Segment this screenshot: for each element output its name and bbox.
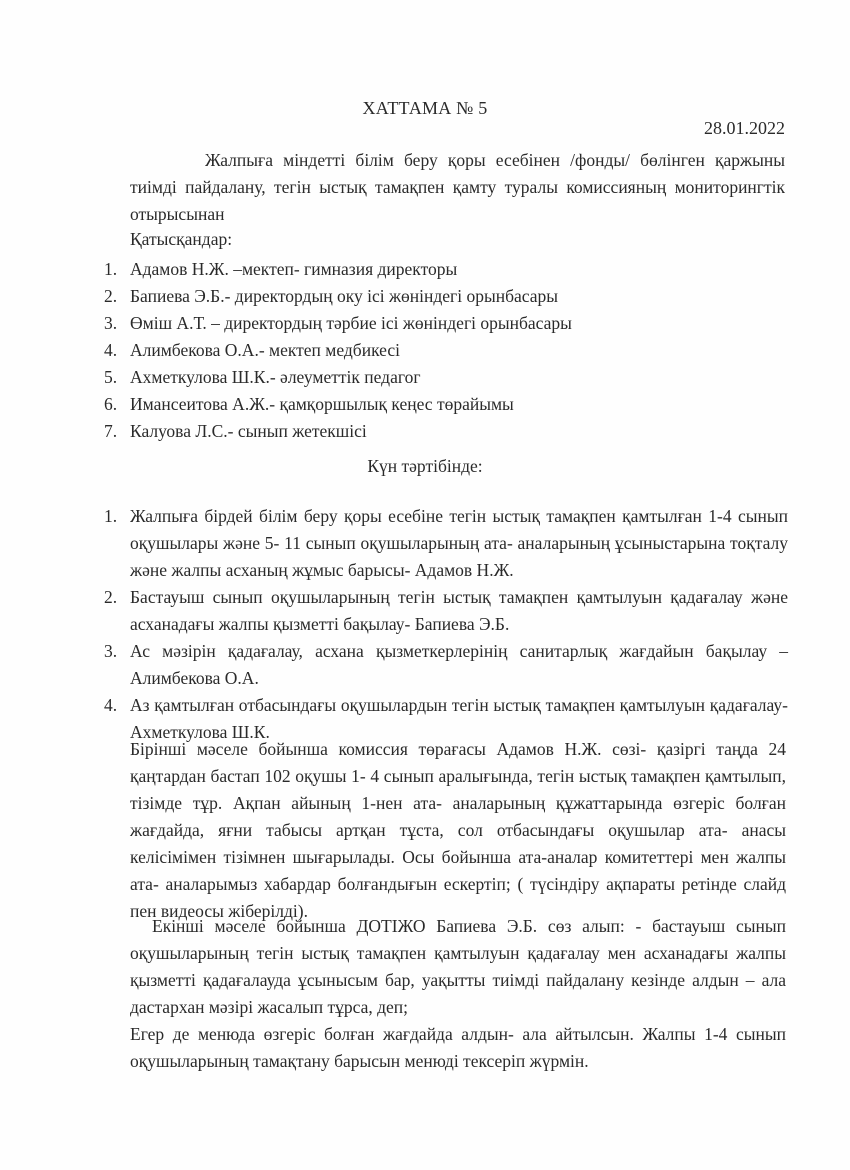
participant-text: Калуова Л.С.- сынып жетекшісі [130,421,367,441]
participant-item [104,283,572,310]
participant-number: 5. [104,367,118,387]
agenda-item [104,503,788,584]
paragraph-menu-note: Егер де менюда өзгеріс болған жағдайда алдын- ала айтылсын. Жалпы 1-4 сынып оқушыларының тамақтану барысын менюді тексеріп жүрмін. [130,1024,786,1071]
participant-item [104,391,572,418]
agenda-item [104,584,788,638]
document-intro: Жалпыға міндетті білім беру қоры есебінен /фонды/ бөлінген қаржыны тиімді пайдалану, тегін ыстық тамақпен қамту туралы комиссияның мониторингтік отырысынан [130,150,785,224]
participant-number: 6. [104,394,118,414]
agenda-list [104,503,788,746]
participant-number: 1. [104,259,118,279]
agenda-text: Жалпыға бірдей білім беру қоры есебіне тегін ыстық тамақпен қамтылған 1-4 сынып оқушылары және 5- 11 сынып оқушыларының ата- аналарының ұсыныстарына тоқталу және жалпы асханың жұмыс барысы- Адамов Н.Ж. [130,506,788,580]
agenda-number: 4. [104,695,118,715]
participant-text: Ахметкулова Ш.К.- әлеуметтік педагог [130,367,421,387]
participant-text: Бапиева Э.Б.- директордың оку ісі жөніндегі орынбасары [130,286,559,306]
participant-text: Адамов Н.Ж. –мектеп- гимназия директоры [130,259,458,279]
participant-text: Алимбекова О.А.- мектеп медбикесі [130,340,400,360]
participant-number: 2. [104,286,118,306]
agenda-text: Ас мәзірін қадағалау, асхана қызметкерлерінің санитарлық жағдайын бақылау – Алимбекова О.А. [130,641,788,688]
agenda-number: 3. [104,641,118,661]
participant-item [104,310,572,337]
participant-item [104,418,572,445]
agenda-title: Күн тәртібінде: [367,456,483,476]
document-title: ХАТТАМА № 5 [362,98,488,118]
participant-item [104,256,572,283]
agenda-number: 1. [104,506,118,526]
paragraph-second-issue: Екінші мәселе бойынша ДОТІЖО Бапиева Э.Б. сөз алып: - бастауыш сынып оқушыларының тегін ыстық тамақпен қамтылуын қадағалау мен асханадағы жалпы қызметті қадағалауда ұсынысым бар, уақытты тиімді пайдалану кезінде алдын – ала дастархан мәзірі жасалып тұрса, деп; [130,916,786,1017]
participant-number: 7. [104,421,118,441]
agenda-number: 2. [104,587,118,607]
document-date: 28.01.2022 [704,118,785,138]
agenda-text: Бастауыш сынып оқушыларының тегін ыстық тамақпен қамтылуын қадағалау және асханадағы жалпы қызметті бақылау- Бапиева Э.Б. [130,587,788,634]
participant-text: Өміш А.Т. – директордың тәрбие ісі жөніндегі орынбасары [130,313,572,333]
participant-number: 4. [104,340,118,360]
agenda-item [104,638,788,692]
paragraph-first-issue: Бірінші мәселе бойынша комиссия төрағасы Адамов Н.Ж. сөзі- қазіргі таңда 24 қаңтардан бастап 102 оқушы 1- 4 сынып аралығында, тегін ыстық тамақпен қамтылып, тізімде тұр. Ақпан айының 1-нен ата- аналарының құжаттарында өзгеріс болған жағдайда, яғни табысы артқан тұста, сол отбасындағы оқушылар ата- анасы келісімімен тізімнен шығарылады. Осы бойынша ата-аналар комитеттері мен жалпы ата- аналарымыз хабардар болғандығын ескертіп; ( түсіндіру ақпараты ретінде слайд пен видеосы жіберілді). [130,739,786,921]
participant-number: 3. [104,313,118,333]
participant-item [104,364,572,391]
participant-text: Имансеитова А.Ж.- қамқоршылық кеңес төрайымы [130,394,514,414]
participants-list [104,256,572,445]
participants-label: Қатысқандар: [130,229,233,249]
agenda-text: Аз қамтылған отбасындағы оқушылардын тегін ыстық тамақпен қамтылуын қадағалау- Ахметкулова Ш.К. [130,695,788,742]
participant-item [104,337,572,364]
